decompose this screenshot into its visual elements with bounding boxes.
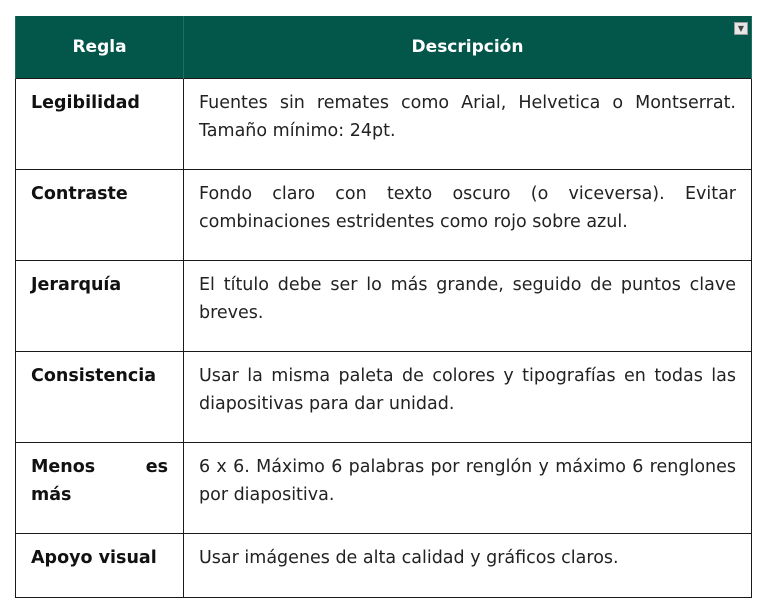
header-description-label: Descripción (411, 37, 524, 57)
rule-cell: Contraste (16, 170, 184, 261)
table-row (16, 534, 752, 598)
rule-cell: Jerarquía (16, 261, 184, 352)
header-row (16, 16, 752, 79)
description-cell: Usar la misma paleta de colores y tipografías en todas las diapositivas para dar unidad. (184, 352, 752, 443)
description-cell: Usar imágenes de alta calidad y gráficos claros. (184, 534, 752, 598)
table-row (16, 261, 752, 352)
rule-cell: Apoyo visual (16, 534, 184, 598)
table-row (16, 352, 752, 443)
rule-cell: Consistencia (16, 352, 184, 443)
rule-cell: Menos es más (16, 443, 184, 534)
description-cell: Fuentes sin remates como Arial, Helvetica o Montserrat. Tamaño mínimo: 24pt. (184, 79, 752, 170)
description-cell: 6 x 6. Máximo 6 palabras por renglón y máximo 6 renglones por diapositiva. (184, 443, 752, 534)
table-row (16, 170, 752, 261)
rule-cell: Legibilidad (16, 79, 184, 170)
dropdown-filter-icon[interactable]: ▼ (734, 22, 748, 35)
table-row (16, 79, 752, 170)
header-description (184, 16, 752, 79)
table-row (16, 443, 752, 534)
description-cell: El título debe ser lo más grande, seguido de puntos clave breves. (184, 261, 752, 352)
description-cell: Fondo claro con texto oscuro (o viceversa). Evitar combinaciones estridentes como rojo sobre azul. (184, 170, 752, 261)
header-rule: Regla (16, 16, 184, 79)
rules-table (15, 16, 752, 598)
